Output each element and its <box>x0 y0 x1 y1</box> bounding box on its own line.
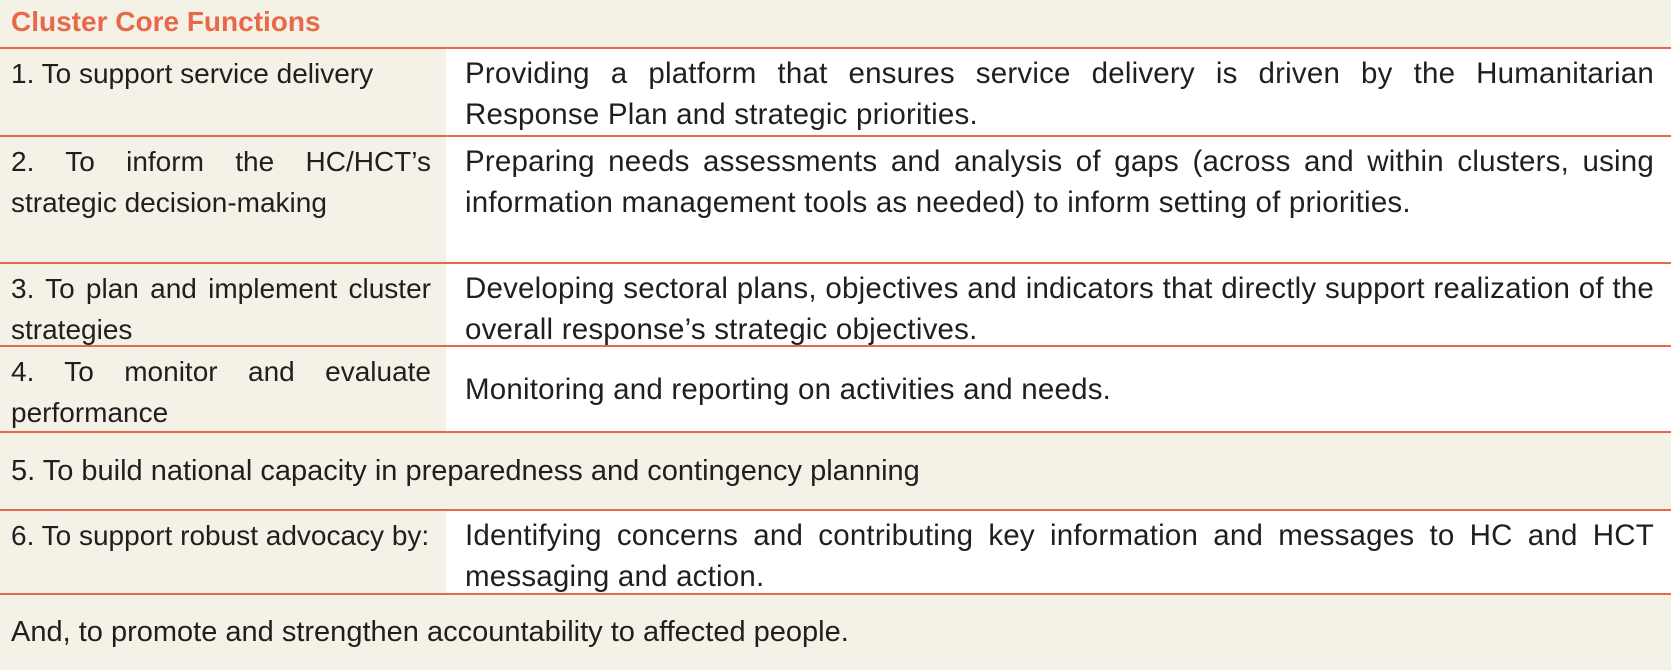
full-width-row-item-5 <box>0 433 1671 511</box>
function-description <box>446 347 1671 431</box>
function-label: 1. To support service delivery <box>0 49 446 135</box>
full-row-text: And, to promote and strengthen accountability to affected people. <box>11 616 849 648</box>
function-label: 4. To monitor and evaluate performance <box>0 347 446 431</box>
function-description: Preparing needs assessments and analysis of gaps (across and within clusters, using information management tools as needed) to inform setting of priorities. <box>446 137 1671 262</box>
table-row <box>0 264 1671 347</box>
table-row <box>0 347 1671 433</box>
function-description: Identifying concerns and contributing key information and messages to HC and HCT messaging and action. <box>446 511 1671 593</box>
function-label: 2. To inform the HC/HCT’s strategic decision-making <box>0 137 446 262</box>
function-label: 3. To plan and implement cluster strategies <box>0 264 446 345</box>
table-row <box>0 511 1671 595</box>
table-row <box>0 137 1671 264</box>
table-title: Cluster Core Functions <box>0 0 1671 49</box>
function-description-text: Monitoring and reporting on activities and needs. <box>465 372 1112 406</box>
function-label: 6. To support robust advocacy by: <box>0 511 446 593</box>
function-description: Developing sectoral plans, objectives and indicators that directly support realization of the overall response’s strategic objectives. <box>446 264 1671 345</box>
full-row-text: 5. To build national capacity in preparedness and contingency planning <box>11 454 920 487</box>
full-width-row-closing <box>0 595 1671 670</box>
table-row <box>0 49 1671 137</box>
function-description: Providing a platform that ensures service delivery is driven by the Humanitarian Response Plan and strategic priorities. <box>446 49 1671 135</box>
